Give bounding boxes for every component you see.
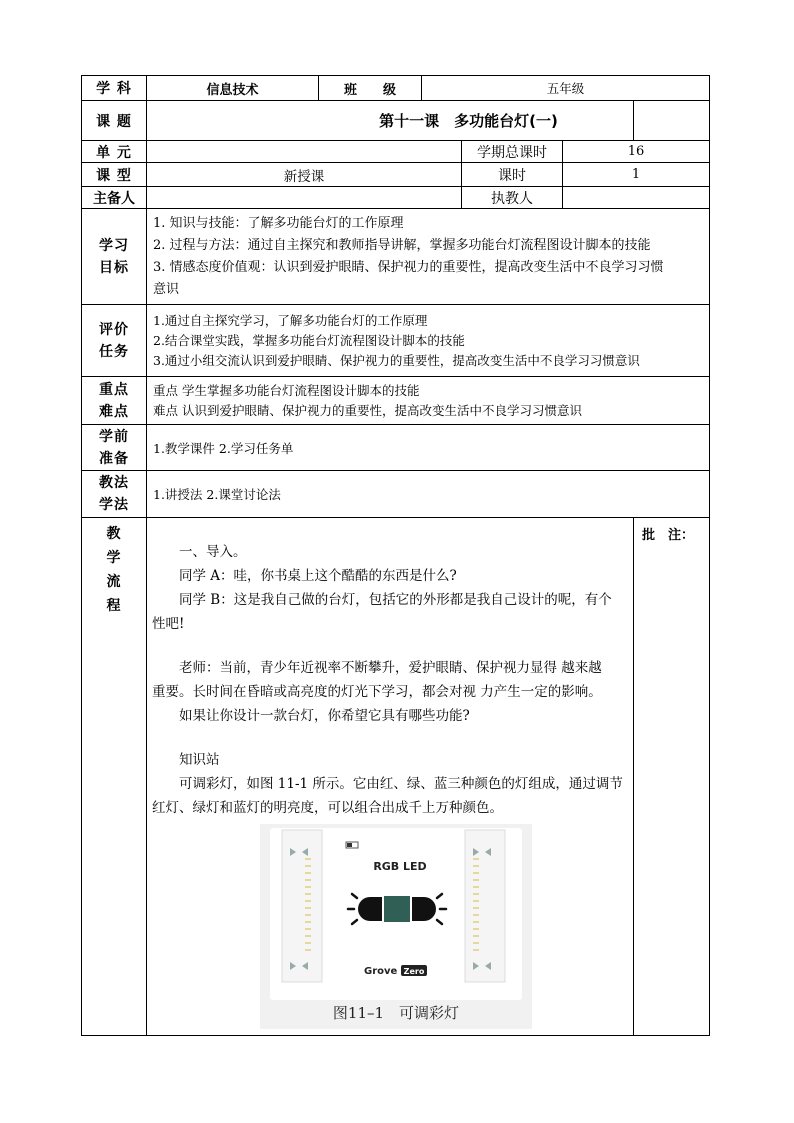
type-label: 课 型 bbox=[82, 163, 147, 187]
methods-label: 教法 学法 bbox=[82, 471, 147, 518]
teacher-line: 如果让你设计一款台灯，你希望它具有哪些功能? bbox=[179, 708, 470, 724]
preparation-label: 学前 准备 bbox=[82, 425, 147, 471]
row-subject bbox=[82, 76, 710, 101]
process-content bbox=[147, 518, 634, 1036]
objective-line: 1. 知识与技能：了解多功能台灯的工作原理 bbox=[153, 215, 404, 231]
teacher-label: 执教人 bbox=[462, 187, 563, 209]
topic-filler bbox=[634, 101, 710, 141]
class-label: 班 级 bbox=[319, 76, 422, 101]
objective-line: 3. 情感态度价值观：认识到爱护眼睛、保护视力的重要性，提高改变生活中不良学习习惯 bbox=[153, 259, 664, 275]
subject-label: 学 科 bbox=[82, 76, 147, 101]
row-preparer bbox=[82, 187, 710, 209]
evaluation-line: 1.通过自主探究学习，了解多功能台灯的工作原理 bbox=[153, 312, 428, 328]
evaluation-line: 2.结合课堂实践，掌握多功能台灯流程图设计脚本的技能 bbox=[153, 332, 465, 348]
evaluation-content bbox=[147, 305, 710, 377]
total-hours-value: 16 bbox=[563, 141, 710, 163]
rgb-led-figure bbox=[260, 824, 532, 1029]
knowledge-heading: 知识站 bbox=[179, 752, 220, 768]
row-process bbox=[82, 518, 710, 1036]
row-methods bbox=[82, 471, 710, 518]
preparer-value bbox=[147, 187, 462, 209]
knowledge-line: 可调彩灯，如图 11-1 所示。它由红、绿、蓝三种颜色的灯组成，通过调节 bbox=[179, 776, 623, 792]
teacher-line: 老师：当前，青少年近视率不断攀升，爱护眼睛、保护视力显得 越来越 bbox=[179, 660, 602, 676]
hours-label: 课时 bbox=[462, 163, 563, 187]
evaluation-label: 评价 任务 bbox=[82, 305, 147, 377]
module-label: RGB LED bbox=[373, 860, 427, 873]
key-points-label: 重点 难点 bbox=[82, 377, 147, 425]
preparation-content: 1.教学课件 2.学习任务单 bbox=[147, 425, 710, 471]
grade-value: 五年级 bbox=[422, 76, 710, 101]
topic-label: 课 题 bbox=[82, 101, 147, 141]
topic-title: 第十一课 多功能台灯(一) bbox=[147, 101, 634, 141]
preparer-label: 主备人 bbox=[82, 187, 147, 209]
lesson-plan-table bbox=[81, 75, 710, 1036]
key-point-line: 重点 学生掌握多功能台灯流程图设计脚本的技能 bbox=[153, 382, 420, 398]
annotation-column bbox=[634, 518, 710, 1036]
row-unit bbox=[82, 141, 710, 163]
row-topic bbox=[82, 101, 710, 141]
key-points-content bbox=[147, 377, 710, 425]
annotation-label: 批 注： bbox=[642, 528, 695, 543]
objectives-content bbox=[147, 209, 710, 305]
row-preparation bbox=[82, 425, 710, 471]
figure-caption: 图11–1 可调彩灯 bbox=[332, 1004, 460, 1022]
key-point-line: 难点 认识到爱护眼睛、保护视力的重要性，提高改变生活中不良学习习惯意识 bbox=[153, 402, 582, 418]
methods-content: 1.讲授法 2.课堂讨论法 bbox=[147, 471, 710, 518]
brand-badge: Zero bbox=[403, 967, 425, 976]
row-objectives bbox=[82, 209, 710, 305]
row-type bbox=[82, 163, 710, 187]
dialogue-line: 性吧! bbox=[152, 616, 185, 632]
process-label: 教 学 流 程 bbox=[82, 518, 147, 1036]
teacher-line: 重要。长时间在昏暗或高亮度的灯光下学习，都会对视 力产生一定的影响。 bbox=[152, 684, 602, 700]
intro-heading: 一、导入。 bbox=[179, 544, 247, 560]
row-evaluation bbox=[82, 305, 710, 377]
rgb-led-module-image bbox=[260, 824, 532, 1029]
objective-line: 2. 过程与方法：通过自主探究和教师指导讲解，掌握多功能台灯流程图设计脚本的技能 bbox=[153, 237, 651, 253]
unit-label: 单 元 bbox=[82, 141, 147, 163]
subject-value: 信息技术 bbox=[147, 76, 319, 101]
brand-label: Grove bbox=[364, 966, 398, 977]
unit-value bbox=[147, 141, 462, 163]
evaluation-line: 3.通过小组交流认识到爱护眼睛、保护视力的重要性，提高改变生活中不良学习习惯意识 bbox=[153, 352, 640, 368]
objective-line: 意识 bbox=[153, 281, 180, 297]
total-hours-label: 学期总课时 bbox=[462, 141, 563, 163]
dialogue-line: 同学 B：这是我自己做的台灯，包括它的外形都是我自己设计的呢，有个 bbox=[179, 592, 612, 608]
row-key-points bbox=[82, 377, 710, 425]
teacher-value bbox=[563, 187, 710, 209]
hours-value: 1 bbox=[563, 163, 710, 187]
knowledge-line: 红灯、绿灯和蓝灯的明亮度，可以组合出成千上万种颜色。 bbox=[152, 800, 503, 816]
objectives-label: 学习 目标 bbox=[82, 209, 147, 305]
type-value: 新授课 bbox=[147, 163, 462, 187]
dialogue-line: 同学 A：哇，你书桌上这个酷酷的东西是什么? bbox=[179, 568, 457, 584]
